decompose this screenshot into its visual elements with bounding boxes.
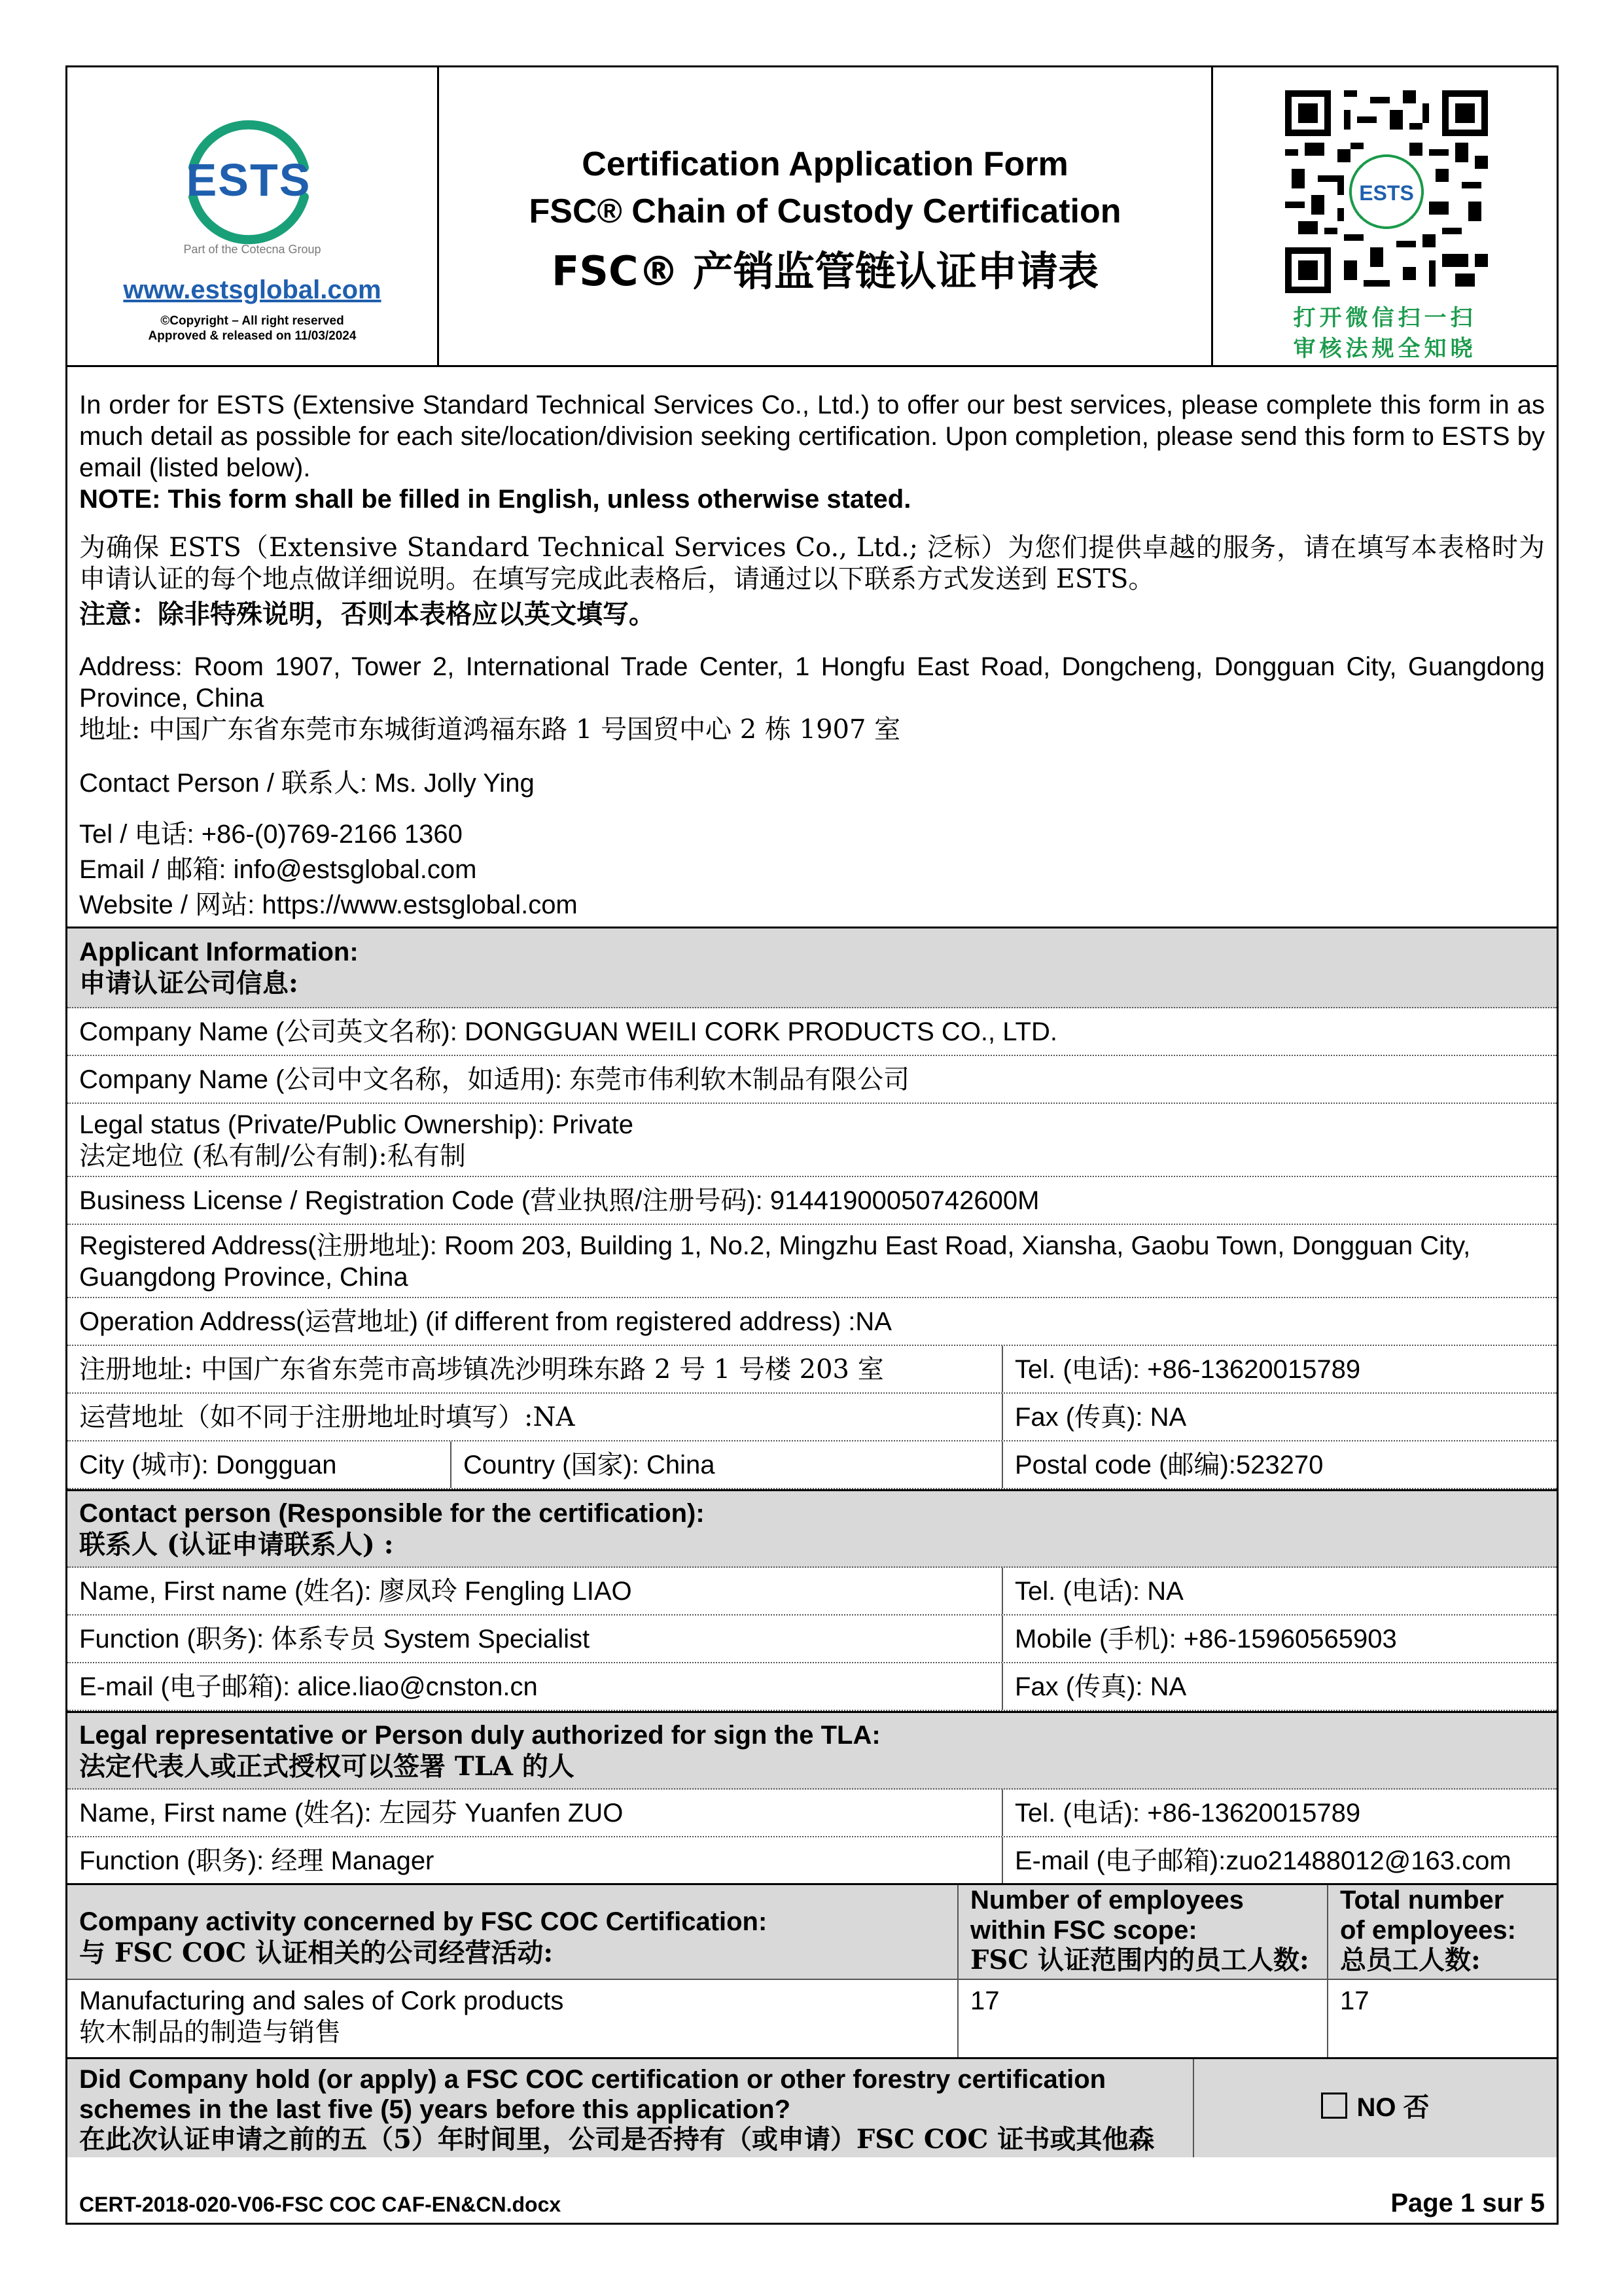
contact-heading-cn: 联系人 (认证申请联系人) : bbox=[79, 1529, 394, 1560]
page-number: Page 1 sur 5 bbox=[1390, 2189, 1545, 2217]
release-line: Approved & released on 11/03/2024 bbox=[148, 329, 357, 343]
activity-description-en: Manufacturing and sales of Cork products bbox=[79, 1987, 564, 2015]
no-label: NO 否 bbox=[1356, 2093, 1430, 2122]
contact-email: E-mail (电子邮箱): alice.liao@cnston.cn bbox=[79, 1672, 538, 1701]
registered-address: Registered Address(注册地址): Room 203, Building 1, No.2, Mingzhu East Road, Xiansha, Gaobu Town, Dongguan City, Guangdong Province, China bbox=[79, 1231, 1471, 1292]
form-title-cn: FSC® 产销监管链认证申请表 bbox=[551, 247, 1099, 295]
ests-email: Email / 邮箱: info@estsglobal.com bbox=[79, 855, 477, 884]
ests-tel: Tel / 电话: +86-(0)769-2166 1360 bbox=[79, 820, 463, 849]
applicant-tel: Tel. (电话): +86-13620015789 bbox=[1002, 1346, 1557, 1392]
activity-value-row bbox=[67, 1980, 1557, 2059]
contact-mobile: Mobile (手机): +86-15960565903 bbox=[1002, 1616, 1557, 1662]
legal-status-row bbox=[67, 1104, 1557, 1177]
applicant-heading-en: Applicant Information: bbox=[79, 938, 359, 966]
ests-address-cn: 地址: 中国广东省东莞市东城街道鸿福东路 1 号国贸中心 2 栋 1907 室 bbox=[79, 715, 901, 745]
company-name-cn-row bbox=[67, 1056, 1557, 1104]
emp-total-label-cn: 总员工人数: bbox=[1340, 1945, 1481, 1975]
document-id: CERT-2018-020-V06-FSC COC CAF-EN&CN.docx bbox=[79, 2193, 561, 2216]
ests-contact-person: Contact Person / 联系人: Ms. Jolly Ying bbox=[79, 769, 535, 798]
contact-email-row bbox=[67, 1663, 1557, 1711]
op-address-cn: 运营地址（如不同于注册地址时填写）:NA bbox=[79, 1402, 575, 1432]
page-footer bbox=[79, 2186, 1545, 2219]
legal-status-en: Legal status (Private/Public Ownership): Private bbox=[79, 1110, 634, 1139]
registered-address-row bbox=[67, 1225, 1557, 1298]
form-subtitle: FSC® Chain of Custody Certification bbox=[529, 192, 1121, 230]
intro-note-cn: 注意：除非特殊说明，否则本表格应以英文填写。 bbox=[79, 599, 655, 629]
applicant-heading-cn: 申请认证公司信息: bbox=[79, 968, 298, 998]
intro-paragraph-cn: 为确保 ESTS（Extensive Standard Technical Services Co., Ltd.; 泛标）为您们提供卓越的服务，请在填写本表格时为申请认证的每个地点做详细说明。在填写完成此表格后，请通过以下联系方式发送到 ESTS。 bbox=[79, 533, 1545, 594]
applicant-fax: Fax (传真): NA bbox=[1002, 1394, 1557, 1440]
company-name-cn: Company Name (公司中文名称，如适用): 东莞市伟利软木制品有限公司 bbox=[79, 1065, 909, 1094]
website-link[interactable]: www.estsglobal.com bbox=[123, 275, 381, 304]
activity-heading-en: Company activity concerned by FSC COC Certification: bbox=[79, 1907, 768, 1936]
operation-address: Operation Address(运营地址) (if different from registered address) :NA bbox=[79, 1307, 892, 1336]
emp-total-label-2: of employees: bbox=[1340, 1916, 1516, 1945]
contact-tel: Tel. (电话): NA bbox=[1002, 1568, 1557, 1614]
qr-block bbox=[1213, 67, 1557, 365]
no-option[interactable] bbox=[1193, 2059, 1557, 2157]
applicant-postal-code: Postal code (邮编):523270 bbox=[1002, 1441, 1557, 1488]
activity-description-cn: 软木制品的制造与销售 bbox=[79, 2017, 341, 2047]
qr-code-icon[interactable] bbox=[1285, 90, 1488, 293]
op-address-cn-row bbox=[67, 1394, 1557, 1441]
emp-scope-value: 17 bbox=[957, 1980, 1327, 2057]
emp-total-label-1: Total number bbox=[1340, 1886, 1504, 1915]
history-question-line-2: schemes in the last five (5) years before this application? bbox=[79, 2095, 791, 2124]
form-title: Certification Application Form bbox=[582, 145, 1068, 183]
logo-block bbox=[67, 67, 439, 365]
company-name-en-row bbox=[67, 1008, 1557, 1056]
contact-fax: Fax (传真): NA bbox=[1002, 1663, 1557, 1710]
logo-text: ESTS bbox=[186, 154, 311, 205]
history-question-cn: 在此次认证申请之前的五（5）年时间里，公司是否持有（或申请）FSC COC 证书或其他森 bbox=[79, 2124, 1155, 2155]
reg-address-cn: 注册地址: 中国广东省东莞市高埗镇冼沙明珠东路 2 号 1 号楼 203 室 bbox=[79, 1354, 884, 1385]
copyright-line: ©Copyright – All right reserved bbox=[160, 314, 344, 328]
title-block bbox=[439, 67, 1213, 365]
applicant-city: City (城市): Dongguan bbox=[79, 1451, 337, 1479]
copyright-note bbox=[67, 313, 437, 344]
legal-rep-name: Name, First name (姓名): 左园芬 Yuanfen ZUO bbox=[79, 1799, 624, 1828]
legal-rep-heading-cn: 法定代表人或正式授权可以签署 TLA 的人 bbox=[79, 1751, 574, 1782]
legal-rep-name-row bbox=[67, 1790, 1557, 1837]
ests-address-en: Address: Room 1907, Tower 2, International Trade Center, 1 Hongfu East Road, Dongcheng, Dongguan City, Guangdong Province, China bbox=[79, 652, 1545, 713]
legal-status-cn: 法定地位 (私有制/公有制):私有制 bbox=[79, 1141, 466, 1171]
intro-paragraph-en: In order for ESTS (Extensive Standard Technical Services Co., Ltd.) to offer our best services, please complete this form in as much detail as possible for each site/location/division seeking certification. Upon completion, please send this form to ESTS by email (listed below). bbox=[79, 391, 1545, 482]
activity-heading-cn: 与 FSC COC 认证相关的公司经营活动: bbox=[79, 1937, 554, 1968]
contact-name: Name, First name (姓名): 廖凤玲 Fengling LIAO bbox=[79, 1577, 632, 1606]
city-country-row bbox=[67, 1441, 1557, 1489]
qr-caption-2: 审核法规全知晓 bbox=[1293, 336, 1477, 362]
history-question-row bbox=[67, 2059, 1557, 2157]
applicant-country: Country (国家): China bbox=[450, 1441, 1002, 1488]
business-license-row bbox=[67, 1177, 1557, 1225]
reg-address-cn-row bbox=[67, 1346, 1557, 1394]
contact-function-row bbox=[67, 1616, 1557, 1663]
form-header bbox=[67, 67, 1557, 367]
legal-rep-function: Function (职务): 经理 Manager bbox=[79, 1846, 434, 1875]
business-license: Business License / Registration Code (营业执照/注册号码): 91441900050742600M bbox=[79, 1186, 1040, 1215]
ests-logo-icon bbox=[173, 105, 324, 256]
logo-tagline: Part of the Cotecna Group bbox=[183, 243, 321, 256]
emp-scope-label-2: within FSC scope: bbox=[970, 1916, 1197, 1945]
applicant-heading bbox=[67, 927, 1557, 1008]
company-name-en: Company Name (公司英文名称): DONGGUAN WEILI CORK PRODUCTS CO., LTD. bbox=[79, 1017, 1057, 1046]
ests-website[interactable]: Website / 网站: https://www.estsglobal.com bbox=[79, 891, 578, 919]
form-page bbox=[65, 65, 1559, 2225]
legal-rep-function-row bbox=[67, 1837, 1557, 1885]
contact-function: Function (职务): 体系专员 System Specialist bbox=[79, 1625, 590, 1653]
emp-scope-label-1: Number of employees bbox=[970, 1886, 1244, 1915]
operation-address-row bbox=[67, 1298, 1557, 1346]
emp-scope-label-cn: FSC 认证范围内的员工人数: bbox=[970, 1945, 1309, 1975]
legal-rep-heading-en: Legal representative or Person duly authorized for sign the TLA: bbox=[79, 1721, 881, 1750]
activity-heading-row bbox=[67, 1885, 1557, 1980]
contact-name-row bbox=[67, 1568, 1557, 1616]
qr-center-text: ESTS bbox=[1359, 181, 1414, 205]
legal-rep-email: E-mail (电子邮箱):zuo21488012@163.com bbox=[1002, 1837, 1557, 1883]
no-checkbox[interactable] bbox=[1321, 2093, 1347, 2119]
qr-caption-1: 打开微信扫一扫 bbox=[1293, 305, 1477, 331]
contact-heading bbox=[67, 1489, 1557, 1568]
emp-total-value: 17 bbox=[1327, 1980, 1557, 2057]
contact-heading-en: Contact person (Responsible for the certification): bbox=[79, 1499, 705, 1528]
legal-rep-heading bbox=[67, 1711, 1557, 1790]
intro-note-en: NOTE: This form shall be filled in English, unless otherwise stated. bbox=[79, 485, 911, 514]
history-question-line-1: Did Company hold (or apply) a FSC COC certification or other forestry certification bbox=[79, 2065, 1106, 2094]
legal-rep-tel: Tel. (电话): +86-13620015789 bbox=[1002, 1790, 1557, 1836]
